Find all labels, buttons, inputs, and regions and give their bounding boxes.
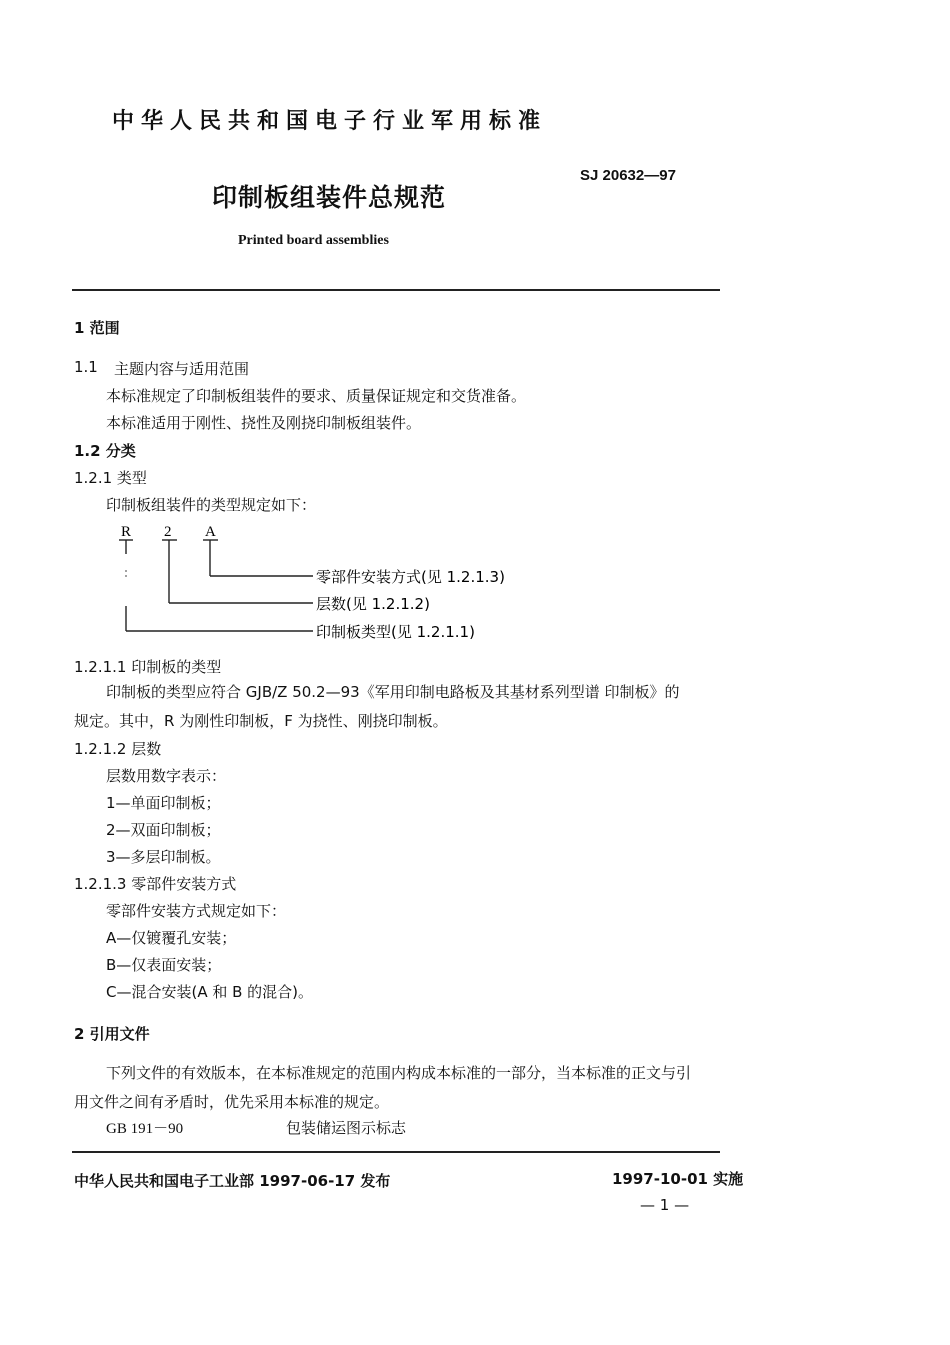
effective-date: 1997-10-01 实施 [612,1170,744,1188]
issue-date: 中华人民共和国电子工业部 1997-06-17 发布 [74,1172,391,1190]
diagram-label-board-type: 印制板类型(见 1.2.1.1) [316,623,475,641]
reference-code: GB 191－90 [106,1121,184,1137]
section-1-2-1-1-heading: 1.2.1.1 印制板的类型 [74,658,222,676]
reference-title: 包装储运图示标志 [286,1119,407,1137]
code-letter-mount: A [205,524,216,540]
section-1-2-1-2-heading: 1.2.1.2 层数 [74,740,162,758]
paragraph: 用文件之间有矛盾时，优先采用本标准的规定。 [74,1093,390,1111]
code-digit-layers: 2 [164,524,172,540]
list-item: A—仅镀覆孔安装； [106,929,237,947]
section-1-2-1-3-heading: 1.2.1.3 零部件安装方式 [74,875,237,893]
paragraph: 印制板的类型应符合 GJB/Z 50.2—93《军用印制电路板及其基材系列型谱 印制板》的 [106,683,680,701]
diagram-label-layers: 层数(见 1.2.1.2) [316,595,430,613]
section-1-2-heading: 1.2 分类 [74,442,136,460]
paragraph: 下列文件的有效版本，在本标准规定的范围内构成本标准的一部分，当本标准的正文与引 [106,1064,692,1082]
english-title: Printed board assemblies [238,233,389,248]
paragraph: 印制板组装件的类型规定如下： [106,496,317,514]
issuing-line: 中华人民共和国电子行业军用标准 [112,109,548,134]
paragraph: 本标准规定了印制板组装件的要求、质量保证规定和交货准备。 [106,387,527,405]
code-letter-r: R [121,524,132,540]
section-2-heading: 2 引用文件 [74,1025,150,1043]
section-1-heading: 1 范围 [74,319,120,337]
diagram-label-mount: 零部件安装方式(见 1.2.1.3) [316,568,505,586]
section-1-2-1-heading: 1.2.1 类型 [74,469,147,487]
section-1-1-title: 主题内容与适用范围 [114,360,250,378]
paragraph: 规定。其中，R 为刚性印制板，F 为挠性、刚挠印制板。 [74,712,448,730]
standard-code: SJ 20632—97 [580,167,676,184]
list-item: 2—双面印制板； [106,821,221,839]
paragraph: 零部件安装方式规定如下： [106,902,287,920]
list-item: 3—多层印制板。 [106,848,221,866]
header-divider [72,289,720,291]
list-item: C—混合安装(A 和 B 的混合)。 [106,983,314,1001]
type-code-diagram [115,518,535,646]
list-item: B—仅表面安装； [106,956,222,974]
footer-divider [72,1151,720,1153]
page-number: — 1 — [640,1196,690,1214]
section-1-1-number: 1.1 [74,358,98,376]
paragraph: 本标准适用于刚性、挠性及刚挠印制板组装件。 [106,414,422,432]
list-item: 1—单面印制板； [106,794,221,812]
document-title: 印制板组装件总规范 [212,183,447,212]
paragraph: 层数用数字表示： [106,767,227,785]
